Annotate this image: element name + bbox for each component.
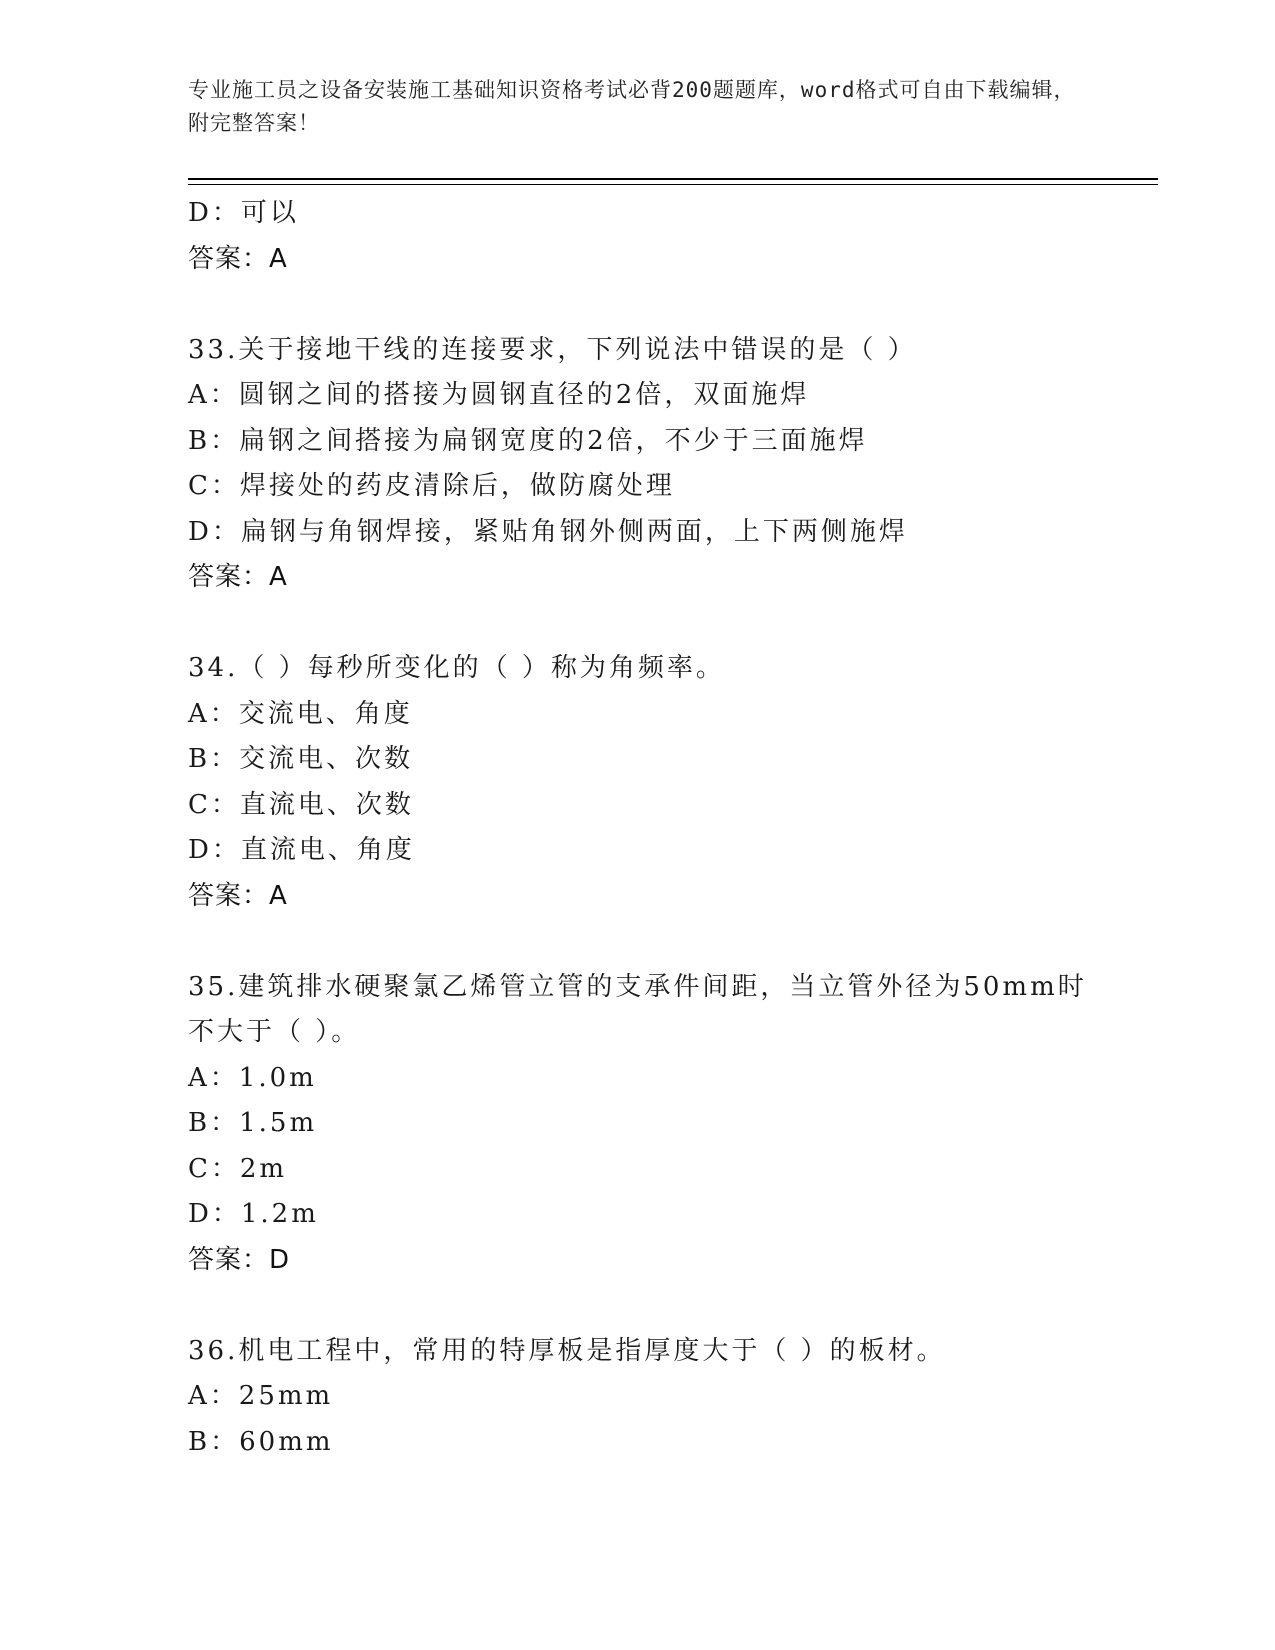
option-d: D：1.2m: [188, 1199, 319, 1229]
option-b: B：1.5m: [188, 1108, 318, 1138]
spacer: [188, 919, 1088, 965]
option-c: C：焊接处的药皮清除后，做防腐处理: [188, 471, 675, 501]
option-d: D：直流电、角度: [188, 835, 415, 865]
question-stem-continued: 不大于（ ）。: [188, 1017, 361, 1047]
option-c: C：2m: [188, 1153, 288, 1184]
option-b: B：60mm: [188, 1426, 334, 1457]
answer-line: 答案：D: [188, 1244, 291, 1275]
answer-line: 答案：A: [188, 243, 288, 274]
answer-line: 答案：A: [188, 562, 288, 592]
option-a: A：圆钢之间的搭接为圆钢直径的2倍，双面施焊: [188, 380, 810, 410]
option-a: A：25mm: [188, 1381, 334, 1411]
question-stem: 34.（ ）每秒所变化的（ ）称为角频率。: [188, 653, 725, 683]
header-divider-thick: [188, 178, 1158, 180]
question-stem: 36.机电工程中，常用的特厚板是指厚度大于（ ）的板材。: [188, 1335, 946, 1366]
spacer: [188, 601, 1088, 647]
option-d: D：可以: [188, 198, 299, 228]
spacer: [188, 282, 1088, 328]
option-c: C：直流电、次数: [188, 789, 414, 820]
option-d: D：扁钢与角钢焊接，紧贴角钢外侧两面，上下两侧施焊: [188, 516, 908, 547]
page-header: 专业施工员之设备安装施工基础知识资格考试必背200题题库，word格式可自由下载编辑，附完整答案！: [188, 78, 1076, 135]
option-b: B：扁钢之间搭接为扁钢宽度的2倍，不少于三面施焊: [188, 425, 868, 456]
question-stem: 33.关于接地干线的连接要求，下列说法中错误的是（ ）: [188, 334, 917, 365]
header-divider-thin: [188, 184, 1158, 185]
answer-line: 答案：A: [188, 880, 288, 911]
spacer: [188, 1283, 1088, 1329]
question-list: [188, 191, 1088, 1465]
option-b: B：交流电、次数: [188, 744, 414, 774]
question-stem: 35.建筑排水硬聚氯乙烯管立管的支承件间距，当立管外径为50mm时: [188, 971, 1087, 1002]
option-a: A：1.0m: [188, 1062, 317, 1093]
option-a: A：交流电、角度: [188, 698, 413, 729]
